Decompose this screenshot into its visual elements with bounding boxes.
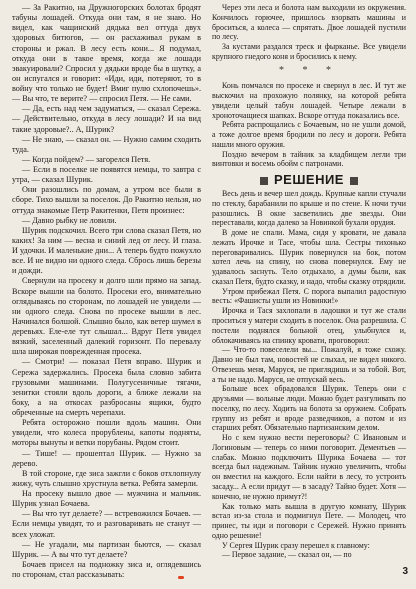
paragraph: — Да, есть над чем задуматься, — сказал Сережа. — Действительно, откуда в лесу лошади? И на вид такие здоровые?.. А, Шурик? [12,104,201,134]
paragraph: Они разошлись по домам, а утром все были в сборе. Тихо вышли за поселок. До Ракитно нельзя, но оттуда знакомые Петр Ракитенки, Петя произнес: [12,185,201,215]
paragraph: — За Ракитно, на Дружногорских болотах бродят табуны лошадей. Откуда они там, я не знаю. Но видел, как чащинский дядька вел оттуда двух здоровых битюгов, — он расхаживал рукам в стороны и ржал. В лесу есть кони... Я подумал, откуда они в такое время, когда же лошади эвакуировали? Спросил у дядьки вроде бы в шутку, а он испугался и говорит: «Иди, иди, потеряют, то в войну что только не будет! Вмиг пулю схлопочешь». — Вы что, те верите? — спросил Петя. — Не сами. [12,3,201,104]
paragraph: — Вы что тут делаете? — встревожился Бочаев. — Если немцы увидят, то и разговаривать не станут — всех уложат. [12,509,201,539]
paragraph: Как только мать вышла в другую комнату, Шурик встал из-за стола и подмигнул Пете. — Молодец, что принес, ты иди и поговори с Сережей. Нужно принять одно решение! [212,501,406,540]
paragraph: Ребята распрощались с Бочаевым, но не ушли домой, а тоже долгое время бродили по лесу и дороги. Ребята нашли много оружия. [212,120,406,149]
paragraph: В доме не спали. Мама, сидя у кровати, не давала лежать Ирочке и Тасе, чтобы шла. Сестры тихонько переговаривались. Шурик повернулся на бок, потом хотел лечь на спину, но снова повернулся. Ему не удавалось заснуть. Тело отдыхало, а думы были, как сказал Петя, будто сказку, и надо, чтобы сказку отрядили. [212,228,406,286]
section-separator: * * * [279,64,339,76]
paragraph: Но с кем нужно вести переговоры? С Ивановым и Логиновым — теперь со ними поговорит. Дементьев — слабак. Можно подключить Шурика Бочаева — тот всегда был надежным. Тайник нужно увеличить, чтобы он вместил на каждого. Если найти в лесу, то устроить засаду... А если придут — в засаду? Тайно будет. Хотя — конечно, не нужно примут?! [212,433,406,501]
paragraph: — Если в поселке не появятся немцы, то завтра с утра, — сказал Шурик. [12,165,201,185]
section-heading: РЕШЕНИЕ [212,175,406,185]
paragraph: — Смотри! — показал Петя вправо. Шурик и Сережа задержались. Просека была словно забита грузовыми машинами. Полугусеничные тягачи, зенитки стояли вдоль дороги, а ближе лежали на боку, а на откосах разбросаны ящики, будто обреченные на смерть черепахи. [12,357,201,417]
paragraph: — Тише! — прошептал Шурик. — Нужно за дерево. [12,448,201,468]
paragraph: Ирочка и Тася захлопали в ладошки и тут же стали проситься у матери сходить в поселок. Она разрешила. С постели поднялся больной отец, улыбнулся и, облокачиваясь на спинку кровати, проговорил: [212,306,406,345]
paragraph: — Первое задание, — сказал он, — по [222,550,352,560]
paragraph: На просеку вышло двое — мужчина и мальчик. Шурик узнал Бочаева. [12,489,201,509]
paragraph: За кустами раздался треск и фырканье. Все увидели крупного гнедого коня и бросились к нему. [212,42,406,61]
paragraph: — Не знаю, — сказал он. — Нужно самим сходить туда. [12,134,201,154]
paragraph: — Что-то повеселели вы... Пожалуй, я тоже схожу. Давно не был там, новостей не слыхал, не видел никого. Отвезешь меня, Маруся, не приглядишь и за тобой. Вот, а ты не надо. Маруся, не отпускай весь. [212,345,406,384]
right-column [212,3,406,560]
left-column [12,3,201,580]
paragraph: Больше всех обрадовался Шурик. Теперь они с друзьями — вольные люди. Можно будет разгуливать по поселку, по лесу. Ходить на болота за оружием. Собрать группу из ребят и вроде разведчиков, а потом и из старших ребят. Обязательно партизанским делом. [212,384,406,433]
paragraph: Шурик подскочил. Всего три слова сказал Петя, но каких! За ним — весна и синий лед от лесу. И глаза. И удочки. И маленькие дни... А теперь будто пожухло все. И не видно ни одного следа. Сбрось лишь березы и дожди. [12,225,201,276]
paragraph: Конь помчался по просеке и свернул в лес. И тут же выскочил на прохожую полянку, на которой ребята увидели целый табун лошадей. Четыре лежали в хроноточащиеся шапках. Вскоре оттуда показались все. [212,81,406,120]
paragraph: Весь день и вечер шел дождь. Крупные капли стучали по стеклу, барабанили по крыше и по стене. К ночи тучи разошлись. В окне засветились две звезды. Они переставали, когда далеко за Новинкой бухали орудия. [212,189,406,228]
red-speck-decoration [178,576,184,579]
paragraph: Бочаев присел на подножку зиса и, оглядевшись по сторонам, стал рассказывать: [12,559,201,579]
paragraph: У Сергея Шурик сразу перешел к главному: [222,540,370,550]
paragraph: Ребята осторожно пошли вдоль машин. Они увидели, что колеса прорублены, капоты подняты, моторы вынуты и ветки порубаны. Рядом стоит. [12,418,201,448]
paragraph: В той стороне, где зиса зажгли с боков отхлопнулу жижу, чуть слышно хрустнула ветка. Ребята замерли. [12,468,201,488]
paragraph: — Давно рыбку не ловили. [22,215,117,225]
paragraph: Через эти леса и болота нам выходили из окружения. Кончилось горючее, пришлось взорвать машины и броситься, а колеса — спрятать. Двое лошадей пустили по лесу. [212,3,406,42]
paragraph: — Не угадали, мы партизан бьются, — сказал Шурик. — А вы что тут делаете? [12,539,201,559]
paragraph: Свернули на просеку и долго шли прямо на запад. Вскоре вышли на болото. Просеки его, внимательно оглядываясь по сторонам, по лошадей не увидели — ни одного следа. Снова по просеке вышли в лес. Начинался болшой. Слышно было, как ветер шумел в деревьях. Еле-еле тут слышал... Вдруг Петя увидел вязкий, заселенный далекий горизонт. По перевалу шла широкая поврежденная просека. [12,276,201,357]
page-number: 3 [402,566,408,577]
paragraph: Поздно вечером в тайник за кладбищем легли три винтовки и восемь обойм с патронами. [212,149,406,169]
paragraph: — Когда пойдем? — загорелся Петя. [22,154,151,164]
paragraph: Утром прибежал Петя. С порога выпалил радостную весть: «Фашисты ушли из Новинки!» [212,286,406,306]
